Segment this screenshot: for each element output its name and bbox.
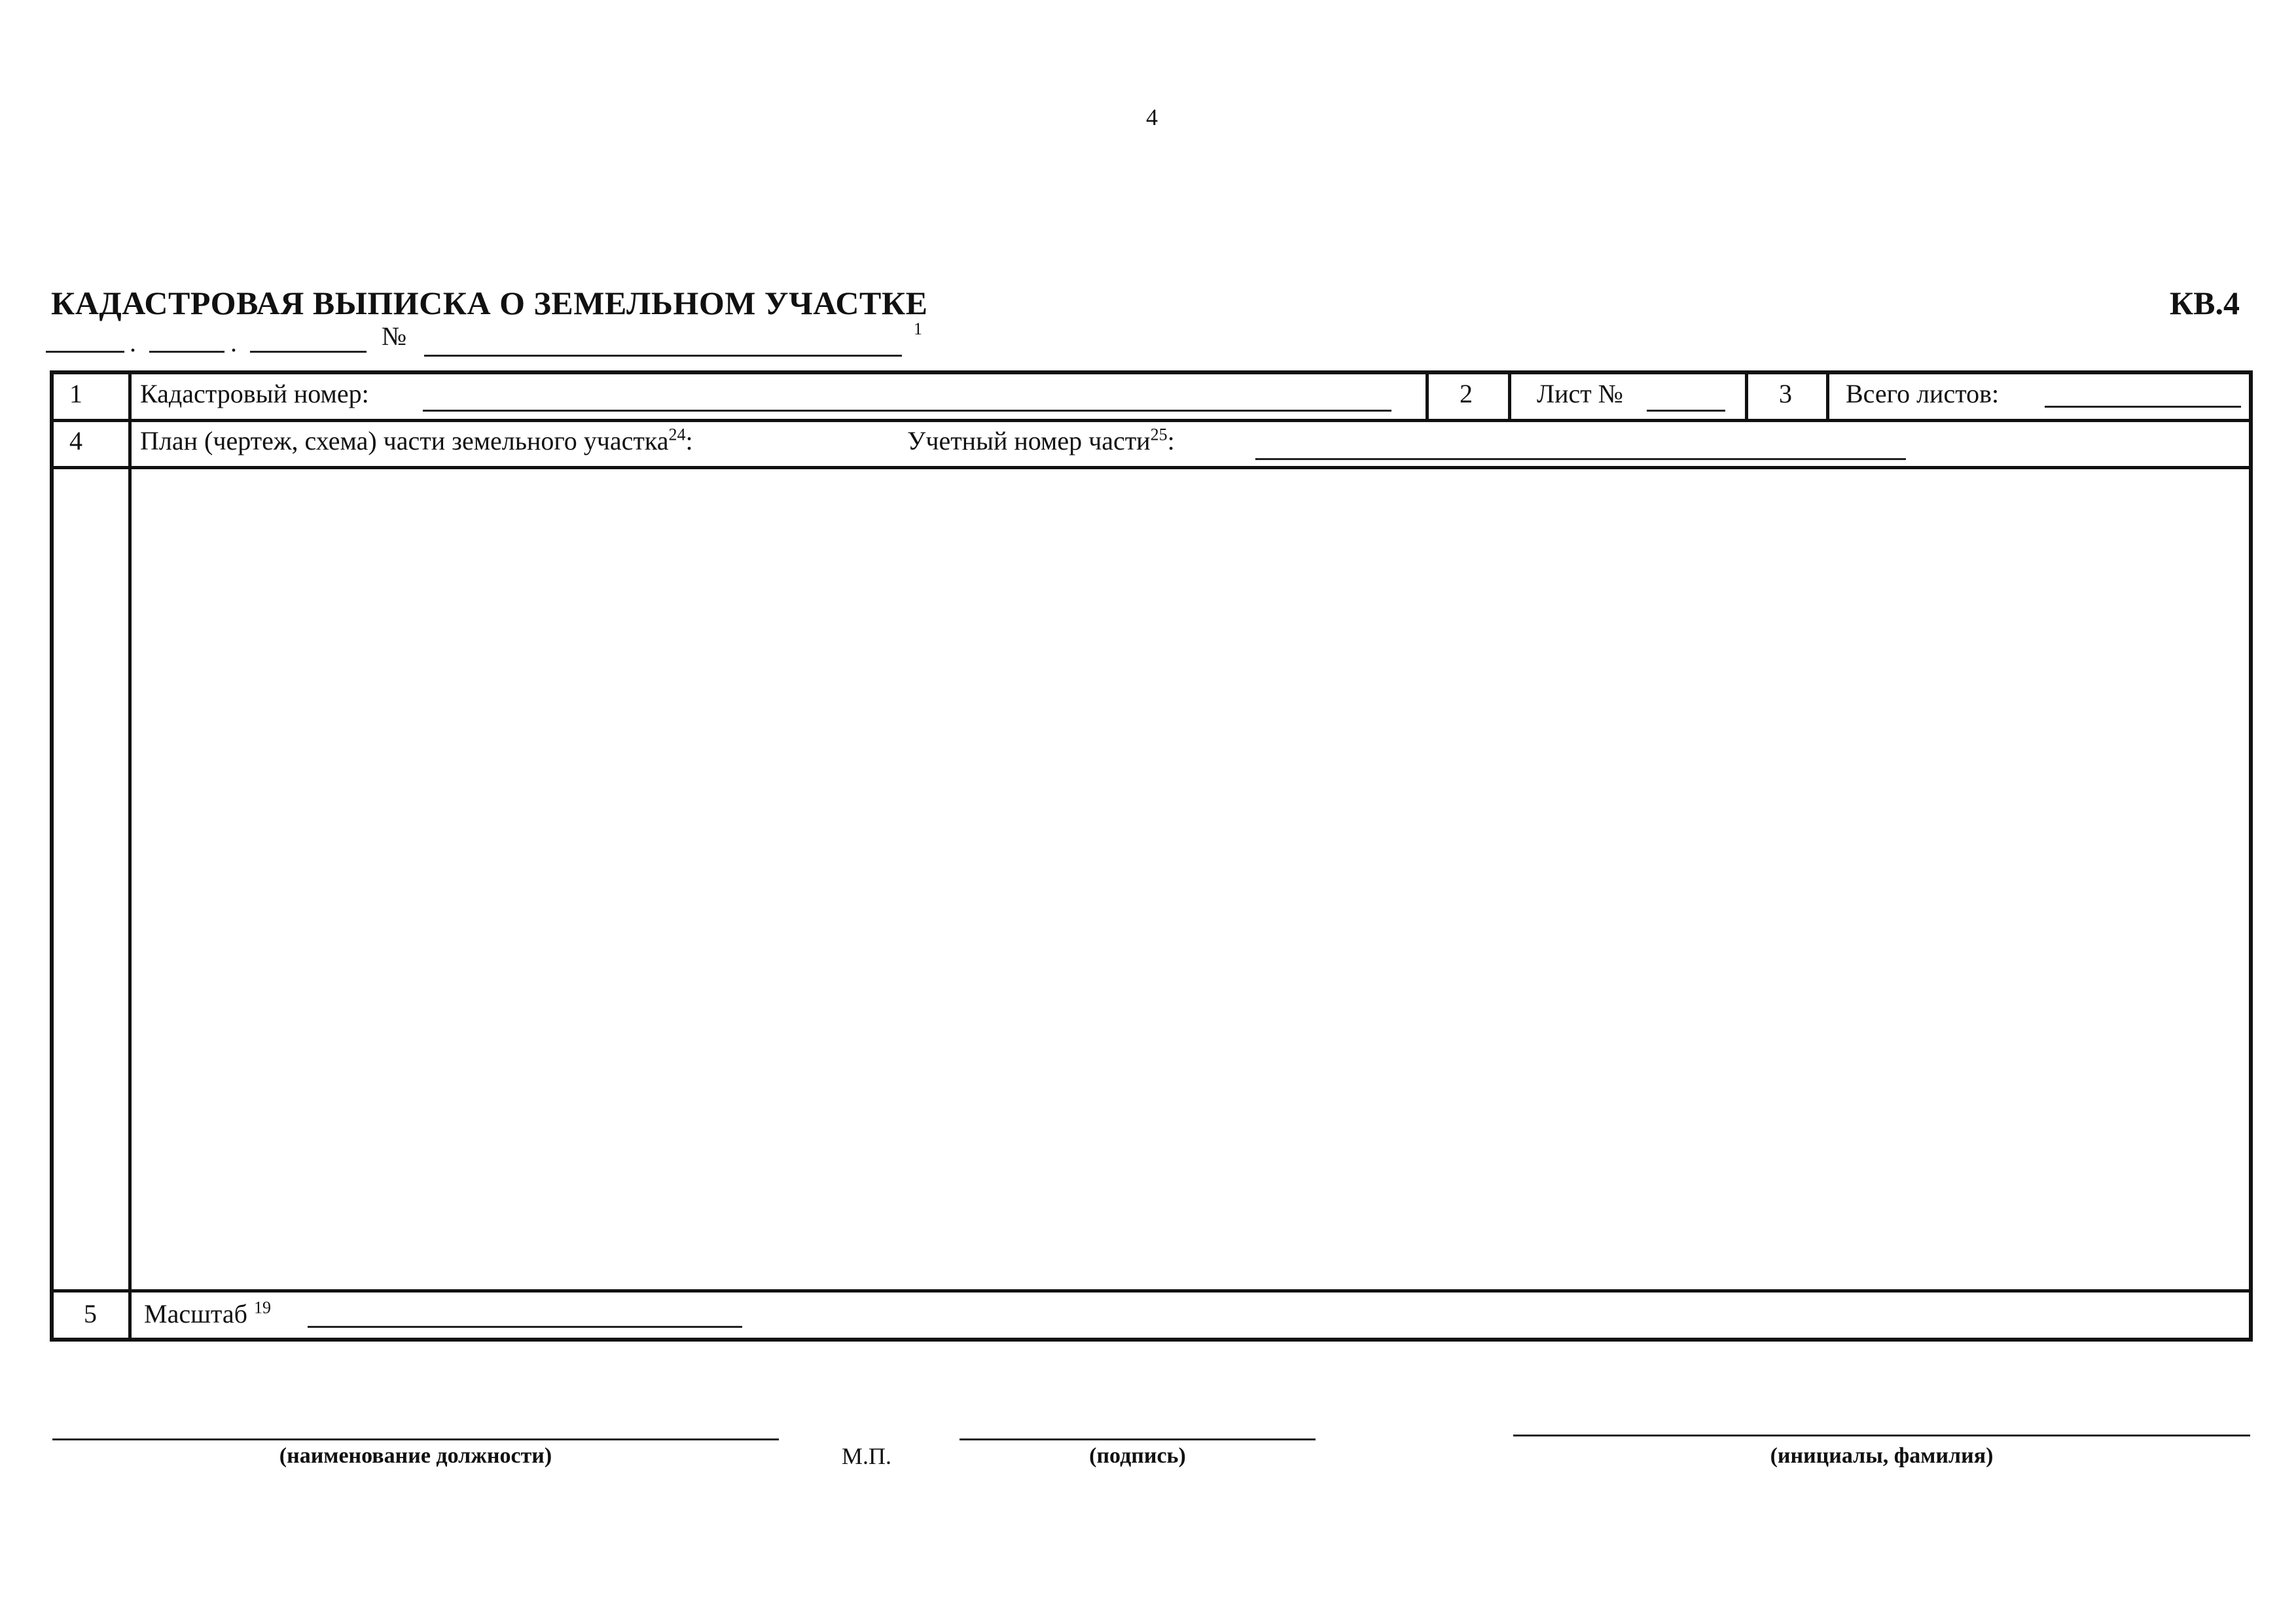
- date-separator: .: [230, 328, 237, 357]
- cadastral-number-label: Кадастровый номер:: [140, 379, 369, 408]
- column-divider: [1508, 370, 1511, 420]
- date-year-field[interactable]: [250, 351, 367, 353]
- date-day-field[interactable]: [46, 351, 124, 353]
- scale-label: [144, 1298, 271, 1329]
- footnote-ref: 1: [914, 319, 922, 338]
- signature-field[interactable]: [960, 1438, 1316, 1440]
- part-footnote-ref: 25: [1150, 425, 1168, 444]
- row-divider: [50, 1289, 2253, 1293]
- part-number-field[interactable]: [1255, 458, 1906, 460]
- extract-number-field[interactable]: [424, 355, 902, 357]
- scale-field[interactable]: [308, 1326, 742, 1328]
- page-number: 4: [1146, 104, 1158, 130]
- part-number-label-text: Учетный номер части: [907, 426, 1151, 455]
- row-number: 4: [69, 426, 82, 455]
- sheet-number-field[interactable]: [1647, 410, 1725, 412]
- column-divider: [1826, 370, 1829, 420]
- name-caption: (инициалы, фамилия): [1770, 1444, 1994, 1468]
- part-number-label: [907, 425, 1175, 456]
- signature-caption: (подпись): [1089, 1444, 1186, 1468]
- scale-footnote-ref: 19: [253, 1298, 271, 1317]
- total-sheets-field[interactable]: [2045, 406, 2241, 408]
- column-divider: [1745, 370, 1748, 420]
- position-field[interactable]: [52, 1438, 779, 1440]
- row-divider: [50, 419, 2253, 422]
- row-number: 3: [1779, 379, 1792, 408]
- form-code: КВ.4: [2169, 285, 2240, 321]
- plan-drawing-area[interactable]: [132, 470, 2249, 1288]
- part-colon: :: [1167, 426, 1175, 455]
- sheet-number-label: Лист №: [1537, 379, 1623, 408]
- stamp-place: М.П.: [842, 1443, 892, 1469]
- plan-footnote-ref: 24: [668, 425, 686, 444]
- column-divider: [1426, 370, 1429, 420]
- name-field[interactable]: [1513, 1435, 2250, 1436]
- row-number: 5: [84, 1299, 97, 1329]
- number-sign: №: [382, 321, 407, 351]
- row-divider: [50, 466, 2253, 469]
- plan-colon: :: [685, 426, 693, 455]
- scale-label-text: Масштаб: [144, 1299, 247, 1329]
- total-sheets-label: Всего листов:: [1846, 379, 2000, 408]
- row-number: 2: [1460, 379, 1473, 408]
- date-separator: .: [130, 328, 136, 357]
- position-caption: (наименование должности): [279, 1444, 552, 1468]
- plan-label-text: План (чертеж, схема) части земельного участка: [140, 426, 669, 455]
- plan-label: [140, 425, 693, 456]
- document-title: КАДАСТРОВАЯ ВЫПИСКА О ЗЕМЕЛЬНОМ УЧАСТКЕ: [51, 285, 928, 321]
- column-divider: [128, 370, 132, 1342]
- cadastral-number-field[interactable]: [423, 410, 1391, 412]
- row-number: 1: [69, 379, 82, 408]
- date-month-field[interactable]: [149, 351, 224, 353]
